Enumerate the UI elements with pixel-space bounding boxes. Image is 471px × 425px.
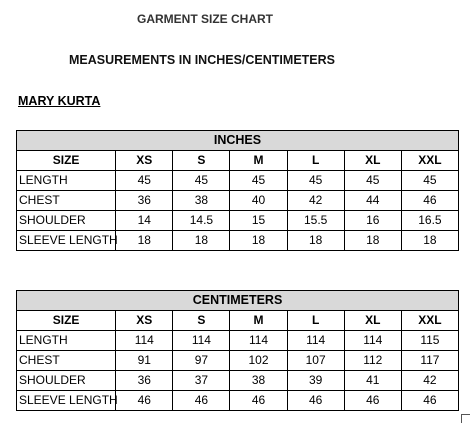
value-cell: 14: [116, 211, 173, 231]
value-cell: 45: [401, 171, 458, 191]
value-cell: 46: [287, 391, 344, 411]
value-cell: 18: [344, 231, 401, 251]
row-label: SLEEVE LENGTH: [17, 391, 116, 411]
value-cell: 18: [116, 231, 173, 251]
value-cell: 114: [230, 331, 287, 351]
table-row: [17, 171, 459, 191]
resize-corner-mark: [461, 414, 470, 423]
header-cell: XL: [344, 311, 401, 331]
table-row: [17, 331, 459, 351]
value-cell: 114: [344, 331, 401, 351]
product-name: MARY KURTA: [18, 94, 101, 108]
value-cell: 45: [173, 171, 230, 191]
inches-header-row: [17, 151, 459, 171]
header-cell: S: [173, 151, 230, 171]
value-cell: 15: [230, 211, 287, 231]
page-subtitle: MEASUREMENTS IN INCHES/CENTIMETERS: [69, 53, 335, 67]
header-cell: XS: [116, 311, 173, 331]
value-cell: 36: [116, 191, 173, 211]
value-cell: 114: [287, 331, 344, 351]
value-cell: 107: [287, 351, 344, 371]
value-cell: 18: [230, 231, 287, 251]
table-row: [17, 371, 459, 391]
value-cell: 102: [230, 351, 287, 371]
row-label: SHOULDER: [17, 371, 116, 391]
value-cell: 15.5: [287, 211, 344, 231]
value-cell: 45: [287, 171, 344, 191]
centimeters-table-caption: CENTIMETERS: [17, 291, 459, 311]
header-cell: L: [287, 311, 344, 331]
value-cell: 45: [230, 171, 287, 191]
header-cell: L: [287, 151, 344, 171]
centimeters-header-row: [17, 311, 459, 331]
header-cell: S: [173, 311, 230, 331]
row-label: SHOULDER: [17, 211, 116, 231]
row-label: LENGTH: [17, 331, 116, 351]
value-cell: 16.5: [401, 211, 458, 231]
header-cell: SIZE: [17, 311, 116, 331]
value-cell: 18: [173, 231, 230, 251]
value-cell: 37: [173, 371, 230, 391]
table-row: [17, 391, 459, 411]
value-cell: 45: [116, 171, 173, 191]
value-cell: 41: [344, 371, 401, 391]
value-cell: 46: [116, 391, 173, 411]
inches-size-table: [16, 130, 459, 251]
value-cell: 46: [173, 391, 230, 411]
table-row: [17, 231, 459, 251]
value-cell: 42: [401, 371, 458, 391]
header-cell: SIZE: [17, 151, 116, 171]
value-cell: 14.5: [173, 211, 230, 231]
header-cell: M: [230, 151, 287, 171]
value-cell: 46: [230, 391, 287, 411]
header-cell: XL: [344, 151, 401, 171]
row-label: LENGTH: [17, 171, 116, 191]
value-cell: 97: [173, 351, 230, 371]
table-row: [17, 351, 459, 371]
value-cell: 114: [116, 331, 173, 351]
value-cell: 38: [230, 371, 287, 391]
row-label: SLEEVE LENGTH: [17, 231, 116, 251]
page-title: GARMENT SIZE CHART: [137, 12, 273, 26]
value-cell: 91: [116, 351, 173, 371]
row-label: CHEST: [17, 191, 116, 211]
value-cell: 42: [287, 191, 344, 211]
value-cell: 16: [344, 211, 401, 231]
value-cell: 46: [344, 391, 401, 411]
row-label: CHEST: [17, 351, 116, 371]
value-cell: 112: [344, 351, 401, 371]
value-cell: 114: [173, 331, 230, 351]
value-cell: 36: [116, 371, 173, 391]
header-cell: M: [230, 311, 287, 331]
value-cell: 40: [230, 191, 287, 211]
table-row: [17, 211, 459, 231]
header-cell: XS: [116, 151, 173, 171]
value-cell: 46: [401, 191, 458, 211]
value-cell: 115: [401, 331, 458, 351]
value-cell: 45: [344, 171, 401, 191]
inches-table-caption: INCHES: [17, 131, 459, 151]
value-cell: 18: [401, 231, 458, 251]
header-cell: XXL: [401, 311, 458, 331]
value-cell: 44: [344, 191, 401, 211]
value-cell: 117: [401, 351, 458, 371]
value-cell: 39: [287, 371, 344, 391]
value-cell: 18: [287, 231, 344, 251]
table-row: [17, 191, 459, 211]
value-cell: 38: [173, 191, 230, 211]
header-cell: XXL: [401, 151, 458, 171]
value-cell: 46: [401, 391, 458, 411]
centimeters-size-table: [16, 290, 459, 411]
